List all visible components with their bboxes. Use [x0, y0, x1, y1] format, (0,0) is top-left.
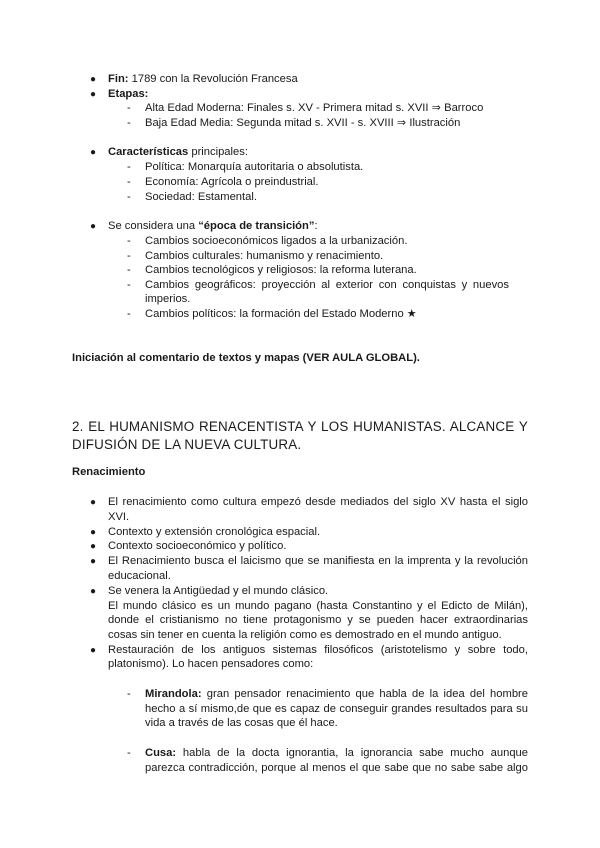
- bullet-icon: ●: [90, 497, 97, 508]
- iniciacion-text: Iniciación al comentario de textos y mapas (VER AULA GLOBAL).: [72, 352, 420, 364]
- renacimiento-bullet-cont: donde el cristianismo no tiene protagonismo y se pueden hacer extraordinarias: [108, 614, 528, 626]
- section-title-line-1: 2. EL HUMANISMO RENACENTISTA Y LOS HUMANISTAS. ALCANCE Y: [72, 419, 528, 434]
- renacimiento-bullet-cont: cosas sin tener en cuenta la religión como es demostrado en el mundo antiguo.: [108, 629, 502, 641]
- thinker-line-cont: vida a través de las cosas que él hace.: [145, 717, 338, 729]
- renacimiento-bullet: El Renacimiento busca el laicismo que se manifiesta en la imprenta y la revolución: [108, 555, 528, 567]
- transicion-prefix: Se considera una: [108, 220, 199, 232]
- transicion-suffix: :: [314, 220, 318, 232]
- thinker-text: habla de la docta ignorantia, la ignorancia sabe mucho aunque: [176, 747, 528, 759]
- transicion-label: “época de transición”: [198, 220, 315, 232]
- bullet-icon: ●: [90, 147, 97, 158]
- thinker-line: [145, 687, 528, 702]
- renacimiento-bullet-cont: platonismo). Lo hacen pensadores como:: [108, 658, 314, 670]
- bullet-icon: ●: [90, 89, 97, 100]
- thinker-line-cont: hecho a sí mismo,de que es capaz de conseguir grandes resultados para su: [145, 703, 528, 715]
- caracteristicas-line: [108, 145, 248, 160]
- bullet-icon: ●: [90, 586, 97, 597]
- thinker-name: Cusa:: [145, 747, 177, 759]
- dash-icon: -: [127, 176, 131, 188]
- thinker-name: Mirandola:: [145, 688, 202, 700]
- dash-icon: -: [127, 264, 131, 276]
- etapa-item: Baja Edad Media: Segunda mitad s. XVII - s. XVIII ⇒ Ilustración: [145, 117, 461, 129]
- dash-icon: -: [127, 161, 131, 173]
- bullet-icon: ●: [90, 556, 97, 567]
- transicion-item: Cambios culturales: humanismo y renacimiento.: [145, 250, 384, 262]
- fin-label: Fin:: [108, 73, 129, 85]
- section-title-line-2: DIFUSIÓN DE LA NUEVA CULTURA.: [72, 437, 302, 452]
- caracteristica-item: Sociedad: Estamental.: [145, 191, 257, 203]
- dash-icon: -: [127, 191, 131, 203]
- dash-icon: -: [127, 308, 131, 320]
- thinker-line-cont: parezca contradicción, porque al menos el que sabe que no sabe sabe algo: [145, 762, 528, 774]
- dash-icon: -: [127, 747, 131, 759]
- renacimiento-bullet-cont: XVI.: [108, 511, 130, 523]
- bullet-icon: ●: [90, 221, 97, 232]
- dash-icon: -: [127, 102, 131, 114]
- dash-icon: -: [127, 117, 131, 129]
- caracteristicas-suffix: principales:: [188, 146, 248, 158]
- bullet-icon: ●: [90, 645, 97, 656]
- transicion-item: Cambios tecnológicos y religiosos: la reforma luterana.: [145, 264, 417, 276]
- fin-text: 1789 con la Revolución Francesa: [128, 73, 298, 85]
- renacimiento-bullet: Contexto y extensión cronológica espacial.: [108, 526, 321, 538]
- transicion-line: [108, 219, 318, 234]
- renacimiento-bullet-cont: educacional.: [108, 570, 171, 582]
- etapa-item: Alta Edad Moderna: Finales s. XV - Primera mitad s. XVII ⇒ Barroco: [145, 102, 484, 114]
- fin-line: [108, 72, 298, 87]
- thinker-line: [145, 746, 528, 761]
- etapas-label: Etapas:: [108, 88, 149, 100]
- renacimiento-bullet-cont: El mundo clásico es un mundo pagano (hasta Constantino y el Edicto de Milán),: [108, 600, 528, 612]
- caracteristicas-label: Características: [108, 146, 189, 158]
- renacimiento-bullet: Se venera la Antigüedad y el mundo clásico.: [108, 585, 329, 597]
- dash-icon: -: [127, 250, 131, 262]
- transicion-item: Cambios políticos: la formación del Estado Moderno ★: [145, 308, 417, 320]
- caracteristica-item: Política: Monarquía autoritaria o absolutista.: [145, 161, 364, 173]
- caracteristica-item: Economía: Agrícola o preindustrial.: [145, 176, 319, 188]
- renacimiento-bullet: Contexto socioeconómico y político.: [108, 540, 287, 552]
- dash-icon: -: [127, 279, 131, 291]
- bullet-icon: ●: [90, 74, 97, 85]
- thinker-text: gran pensador renacimiento que habla de la idea del hombre: [201, 688, 528, 700]
- section-subtitle: Renacimiento: [72, 466, 146, 478]
- bullet-icon: ●: [90, 541, 97, 552]
- dash-icon: -: [127, 688, 131, 700]
- transicion-item: Cambios socioeconómicos ligados a la urbanización.: [145, 235, 408, 247]
- renacimiento-bullet: Restauración de los antiguos sistemas filosóficos (aristotelismo y sobre todo,: [108, 644, 528, 656]
- transicion-item: Cambios geográficos: proyección al exterior con conquistas y nuevos: [145, 279, 509, 291]
- bullet-icon: ●: [90, 527, 97, 538]
- renacimiento-bullet: El renacimiento como cultura empezó desde mediados del siglo XV hasta el siglo: [108, 496, 528, 508]
- dash-icon: -: [127, 235, 131, 247]
- transicion-item-cont: imperios.: [145, 293, 191, 305]
